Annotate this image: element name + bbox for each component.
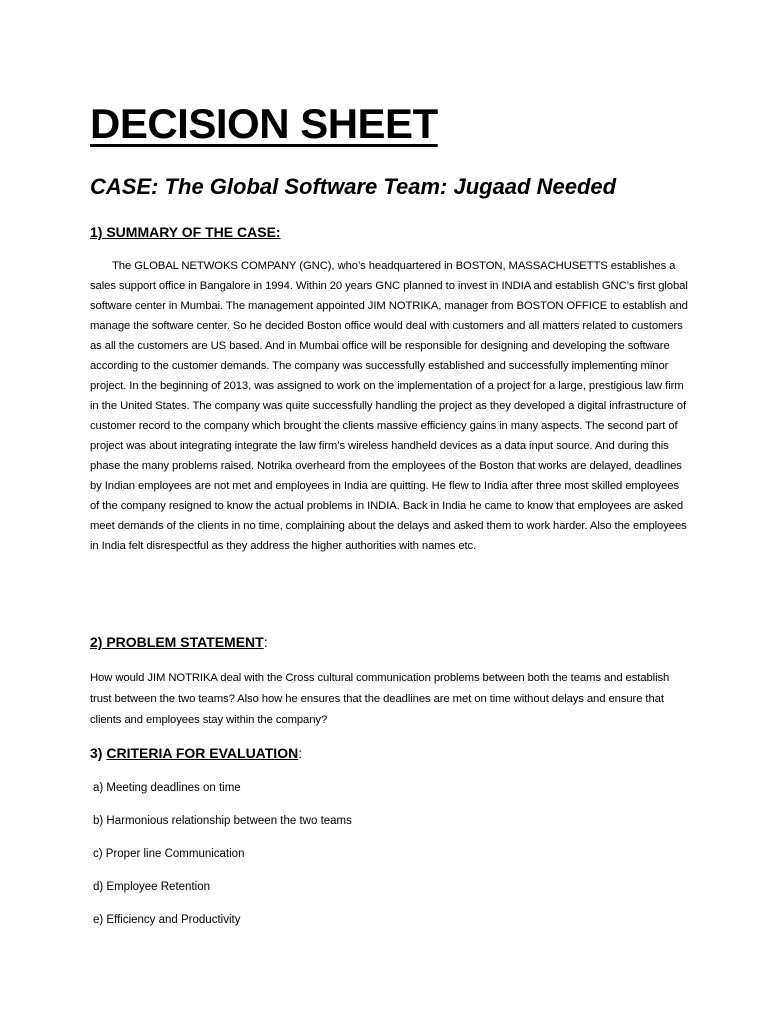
criteria-item-communication: c) Proper line Communication [93,848,245,860]
criteria-heading-text: CRITERIA FOR EVALUATION [106,745,299,761]
criteria-heading-colon: : [298,745,303,761]
criteria-heading-number: 3) [90,745,107,761]
problem-heading-colon: : [263,634,268,650]
problem-heading-text: 2) PROBLEM STATEMENT [90,634,264,650]
summary-paragraph: The GLOBAL NETWOKS COMPANY (GNC), who’s headquartered in BOSTON, MASSACHUSETTS establishes a sales support office in Bangalore in 1994. Within 20 years GNC planned to invest in INDIA and establish GNC’s first global software center in Mumbai. The management appointed JIM NOTRIKA, manager from BOSTON OFFICE to establish and manage the software center. So he decided Boston office would deal with customers and all matters related to customers as all the customers are US based. And in Mumbai office will be responsible for designing and developing the software according to the customer demands. The company was successfully established and successfully implementing minor project. In the beginning of 2013, was assigned to work on the implementation of a project for a large, prestigious law firm in the United States. The company was quite successfully handling the project as they developed a digital infrastructure of customer record to the company which brought the clients massive efficiency gains in many aspects. The second part of project was about integrating integrate the law firm’s wireless handheld devices as a data input source. And during this phase the many problems raised. Notrika overheard from the employees of the Boston that works are delayed, deadlines by Indian employees are not met and employees in India are quitting. He flew to India after three most skilled employees of the company resigned to know the actual problems in INDIA. Back in India he came to know that employees are asked meet demands of the clients in no time, complaining about the delays and asked them to work harder. Also the employees in India felt disrespectful as they address the higher authorities with names etc. [90,260,688,552]
criteria-item-deadlines: a) Meeting deadlines on time [93,782,241,794]
criteria-item-retention: d) Employee Retention [93,881,210,893]
criteria-item-relationship: b) Harmonious relationship between the two teams [93,815,352,827]
criteria-heading [90,743,302,763]
summary-heading-text: 1) SUMMARY OF THE CASE: [90,224,281,240]
document-title: DECISION SHEET [90,100,438,147]
problem-heading [90,632,268,652]
problem-paragraph: How would JIM NOTRIKA deal with the Cross cultural communication problems between both the teams and establish trust between the two teams? Also how he ensures that the deadlines are met on time without delays and ensure that clients and employees stay within the company? [90,672,670,726]
criteria-item-efficiency: e) Efficiency and Productivity [93,914,241,926]
criteria-list [93,778,352,943]
summary-heading [90,222,281,242]
case-title: CASE: The Global Software Team: Jugaad Needed [90,174,617,199]
